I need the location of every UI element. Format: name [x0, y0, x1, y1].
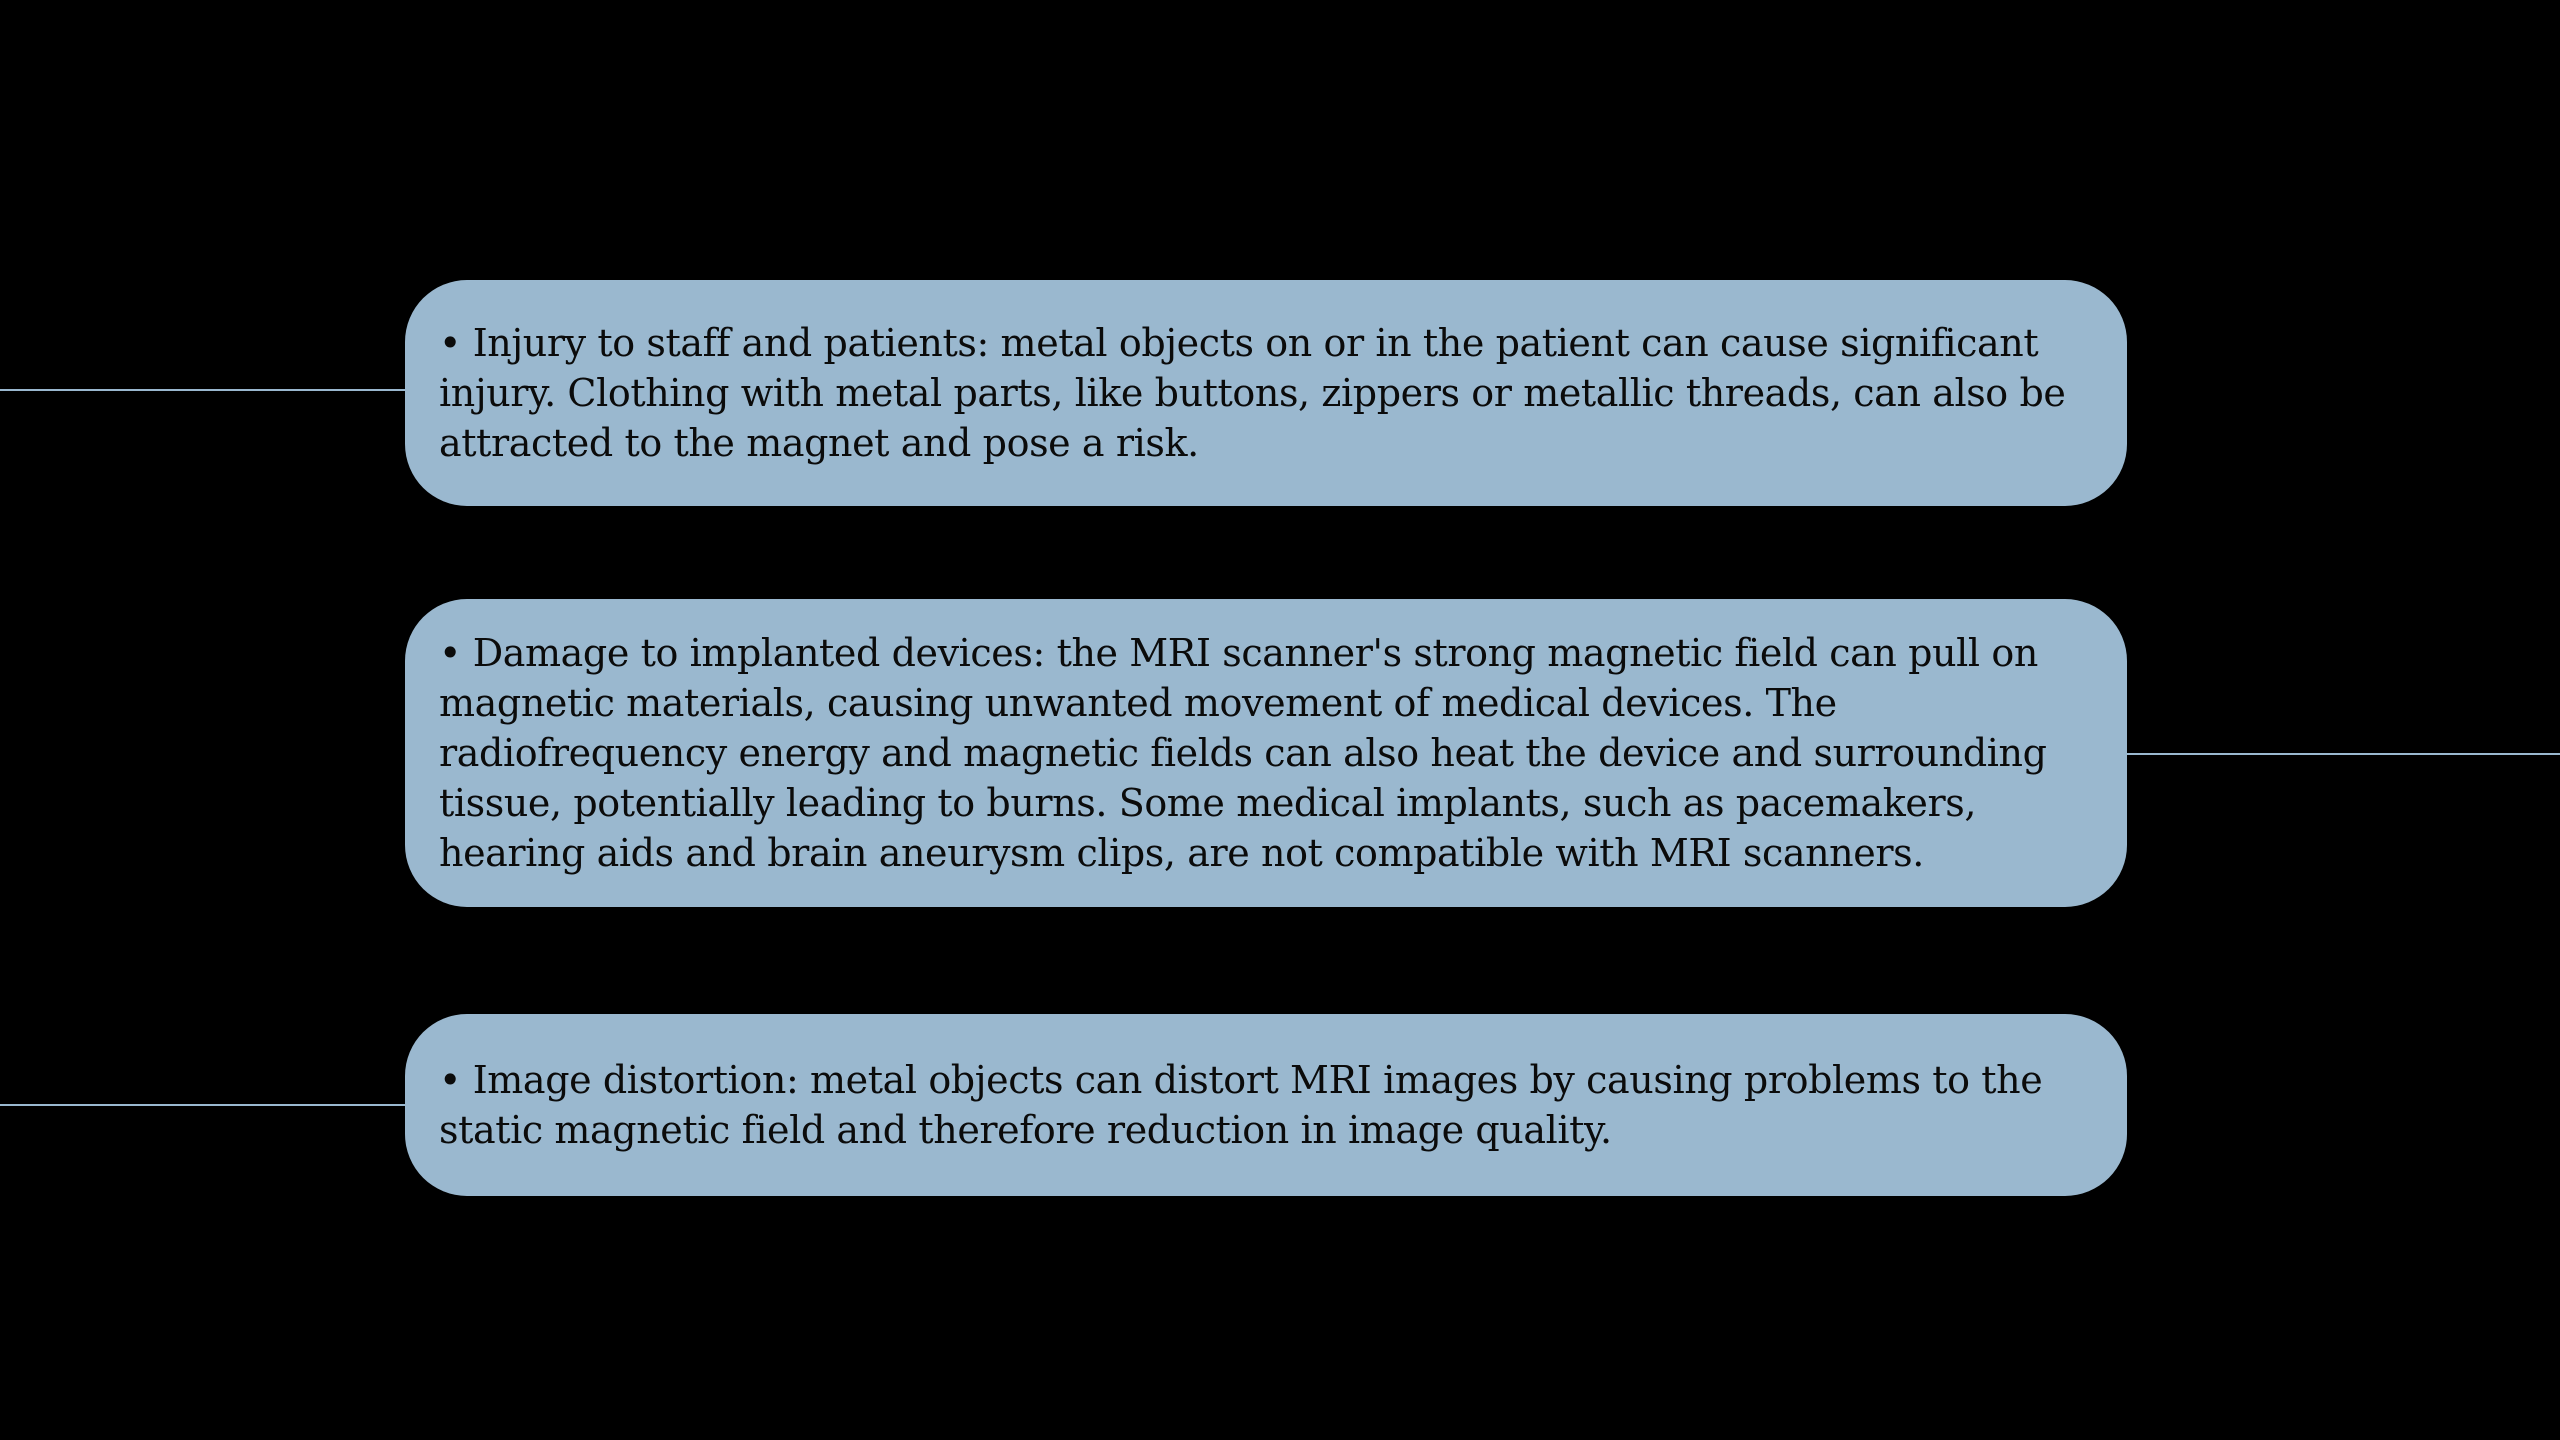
risk-card-image-distortion [405, 1014, 2127, 1196]
risk-card-text: • Image distortion: metal objects can distort MRI images by causing problems to the static magnetic field and therefore reduction in image quality. [439, 1058, 2043, 1152]
risk-card-text: • Injury to staff and patients: metal objects on or in the patient can cause significant injury. Clothing with metal parts, like buttons, zippers or metallic threads, can also be attracted to the magnet and pose a risk. [439, 321, 2066, 465]
connector-line-left-3 [0, 1104, 406, 1106]
connector-line-left-1 [0, 389, 406, 391]
risk-card-implanted-devices [405, 599, 2127, 907]
connector-line-right-2 [2126, 753, 2560, 755]
risk-card-text: • Damage to implanted devices: the MRI scanner's strong magnetic field can pull on magnetic materials, causing unwanted movement of medical devices. The radiofrequency energy and magnetic fields can also heat the device and surrounding tissue, potentially leading to burns. Some medical implants, such as pacemakers, hearing aids and brain aneurysm clips, are not compatible with MRI scanners. [439, 631, 2047, 875]
risk-card-injury [405, 280, 2127, 506]
